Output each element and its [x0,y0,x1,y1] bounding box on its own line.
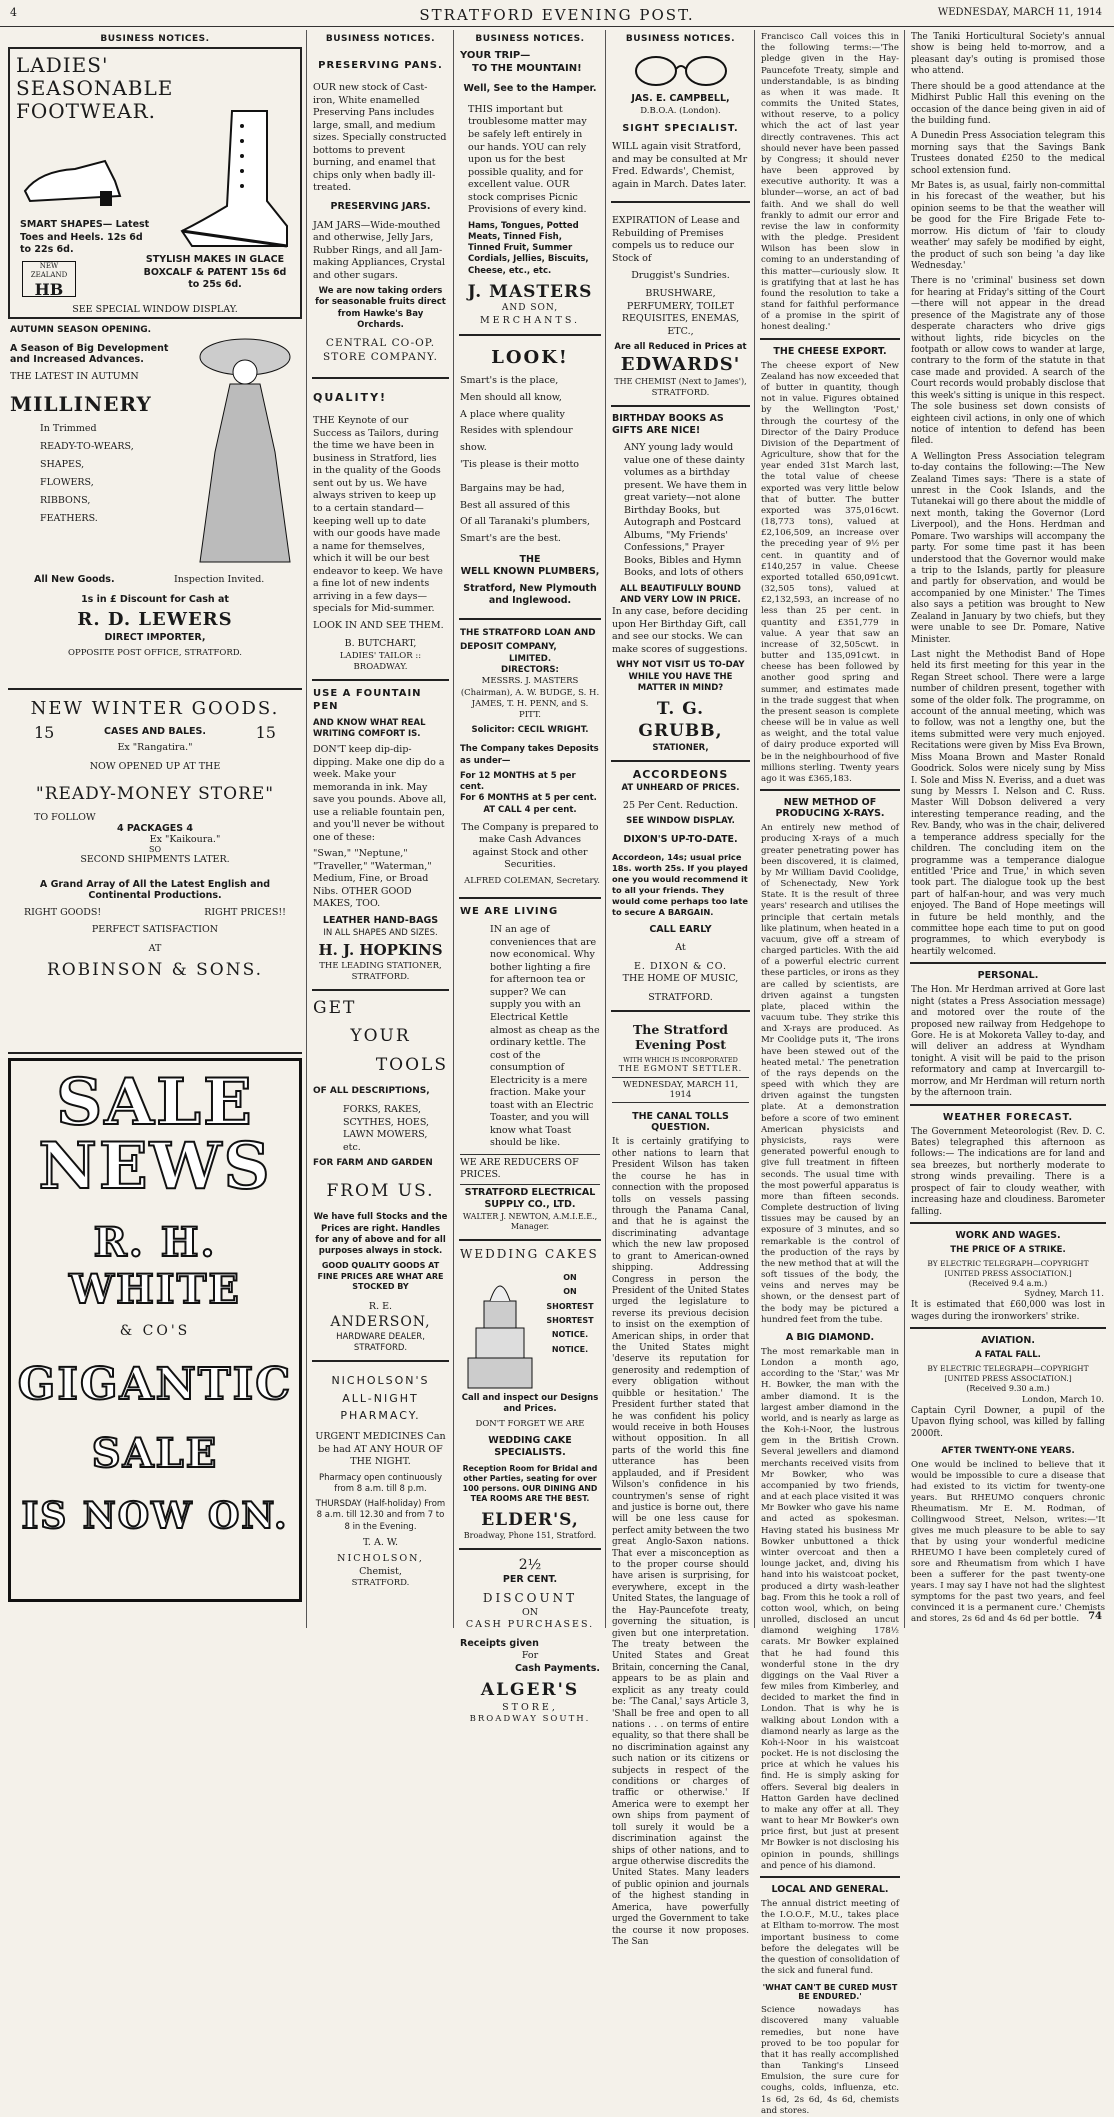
trip-name: J. MASTERS [467,281,593,302]
winter-perfect: PERFECT SATISFACTION [91,924,219,935]
lease-red: Are all Reduced in Prices at [614,342,747,353]
millinery-inv: Inspection Invited. [174,574,265,585]
winter-name: ROBINSON & SONS. [46,960,264,980]
divider [611,405,750,407]
cake-forget: DON'T FORGET WE ARE [475,1419,585,1430]
acc-body: Accordeon, 14s; usual price 18s. worth 25s. If you played one you would recommend it to all your friends. They would come perhaps too late to secure A BARGAIN. [612,852,748,917]
aviation-place: London, March 10. [1022,1394,1104,1405]
divider [459,334,601,336]
lease-drug: Druggist's Sundries. [631,269,730,281]
aviation-upa: [UNITED PRESS ASSOCIATION.] [944,1374,1072,1384]
millinery-line1: A Season of Big Development and Increased Advances. [10,343,169,365]
loan-sol: Solicitor: CECIL WRIGHT. [471,725,589,736]
trip-body: THIS important but troublesome matter may be safely left entirely in our hands. YOU can rely upon us for the best possible quality, and for excellent value. OUR stock comprises Picnic Provisions of every kind. [468,103,587,216]
acc-win: SEE WINDOW DISPLAY. [626,816,735,827]
pharm-title: NICHOLSON'S ALL-NIGHT PHARMACY. [331,1374,430,1423]
column-5 [756,30,905,2116]
cake-n2: NOTICE. [551,1344,589,1354]
cake-ad [455,1245,605,1544]
work-title: WORK AND WAGES. [955,1229,1061,1241]
loan-names: MESSRS. J. MASTERS (Chairman), A. W. BUDGE, S. H. JAMES, T. H. PENN, and S. PITT. [460,676,600,720]
xray-body: An entirely new method of producing X-rays of a much greater penetrating power has been discovered, it is claimed, by Mr William David Coolidge, of Schenectady, New York State. It is the result of three years' research and utilises the principle that certain metals like platinum, when heated in a vacuum, give off a stream of charged particles. With the aid of a powerful electric current these particles, or irons as they are called by scientists, are driven against a tungsten plate, placed within the vacuum tube. They strike this and X-rays are produced. As Mr Coolidge puts it, 'The irons have been stewed out of the heated metal.' The penetration of the rays depends on the speed with which they are driven against the tungsten plate. At a demonstration before a score of two eminent American physicists and physicists, rays were generated powerful enough to give full treatment in fifteen seconds. The usual time with the most powerful apparatus is more than fifteen seconds. Complete destruction of living tissues may be caused by an exposure of 3 minutes, and so remarkable is the control of the production of the rays by the new method that at will the soft tissues of the body, the veins and nerves may be shown, or the densest part of the body may be pictured a hundred feet from the tube. [761,823,899,1325]
divider [910,1222,1106,1224]
quality-trade: LADIES' TAILOR :: BROADWAY. [339,650,422,673]
pharm-init: T. A. W. [362,1536,398,1548]
cheese-title: THE CHEESE EXPORT. [773,345,887,357]
pharm-urgent: URGENT MEDICINES Can be had AT ANY HOUR OF THE NIGHT. [315,1431,446,1468]
cake-sh1: SHORTEST [546,1301,594,1311]
books-name: T. G. GRUBB, [638,699,723,742]
column-4 [607,30,755,1947]
poem-line: Smart's is the place, [460,375,559,387]
divider [312,377,449,379]
living-ad [455,903,605,1235]
millinery-imp: DIRECT IMPORTER, [104,632,206,643]
list-item: FLOWERS, [40,477,94,489]
sale-word-2: NEWS [38,1129,272,1204]
pen-ad [308,685,453,985]
pharm-name: NICHOLSON, [337,1553,424,1565]
pharmacy-ad [308,1366,453,1591]
column-2 [308,30,454,1628]
discount-ad [455,1554,605,1728]
millinery-word: MILLINERY [10,392,152,416]
news-p3: A Dunedin Press Association telegram this morning says that the Savings Bank Trustees donated £250 to the medical school extension fund. [911,131,1105,176]
winter-so: SO [148,845,162,854]
pen-brands: "Swan," "Neptune," "Traveller," "Waterman," Medium, Fine, or Broad Nibs. OTHER GOOD MAKES, TOO. [313,848,432,910]
lease-chem: THE CHEMIST (Next to James'), [614,377,747,387]
diamond-body: The most remarkable man in London a month ago, according to the 'Star,' was Mr H. Bowker, the man with the amber diamond. It is the largest amber diamond in the world, and is nearly as large as the Koh-i-Noor, the lustrous gem in the British Crown. Several jewellers and diamond merchants received visits from Mr Bowker, who was accompanied by two friends, and at each place visited it was Mr Bowker who gave his name and acted as spokesman. Having stated his business Mr Bowker unbuttoned a thick winter overcoat and then a lounge jacket, and, diving his hand into his waistcoat pocket, produced a dirty wash-leather bag. From this he took a roll of cotton wool, which, on being unrolled, disclosed an uncut diamond weighing 178½ carats. Mr Bowker explained that he had found this wonderful stone in the dry diggings on the Vaal River a few miles from Kimberley, and decided to market the find in London. That is why he is walking about London with a diamond nearly as large as the Koh-i-Noor in his waistcoat pocket. He is not disclosing the price at which he values his find. He is simply asking for offers. Several big dealers in Hatton Garden have declined to make any offer at all. They want to hear Mr Bowker's own price first, but just at present Mr Bowker is not disclosing his opinion in pounds, shillings and pence of his diamond. [761,1346,899,1871]
living-body: IN an age of conveniences that are now economical. Why bother lighting a fire for afternoon tea or supper? We can supply you with an Electrical Kettle almost as cheap as the ordinary kettle. The cost of the consumption of Electricity is a mere fraction. Make your toast with an Electric Toaster, and you will know what Toast should be like. [490,924,600,1149]
winter-store: "READY-MONEY STORE" [35,784,275,804]
pans-title: PRESERVING PANS. [318,60,443,71]
books-body: ANY young lady would value one of these dainty volumes as a birthday present. We have them in great variety—not alone Birthday Books, but Autograph and Postcard Albums, "My Friends' Confessions," Prayer Books, Bibles and Hymn Books, and lots of others [624,441,747,579]
acc-at: At [675,942,686,954]
millinery-ad [4,322,306,718]
acc-title: ACCORDEONS [632,768,729,782]
winter-ex2: Ex "Kaikoura." [149,834,221,845]
pen-sub: AND KNOW WHAT REAL WRITING COMFORT IS. [313,717,426,739]
pans-store: CENTRAL CO-OP. STORE COMPANY. [323,337,438,363]
books-sta: STATIONER, [652,742,709,753]
sale-word-7: IS NOW ON. [21,1495,289,1537]
winter-ad [4,698,306,1048]
divider [459,897,601,899]
trip-and: AND SON, [501,303,559,314]
divider [312,679,449,681]
masthead [0,0,1114,27]
paper-title: The Stratford Evening Post [633,1022,728,1053]
cure-title: 'WHAT CAN'T BE CURED MUST BE ENDURED.' [762,1983,898,2002]
lease-town: STRATFORD. [651,387,710,398]
footwear-stylish: STYLISH MAKES IN GLACE BOXCALF & PATENT 15s 6d to 25s 6d. [143,254,287,291]
news-top: The Taniki Horticultural Society's annual show is being held to-morrow, and a pleasant day's outing is promised those who attend. [911,32,1105,77]
winter-cases-row [4,723,306,742]
cake-title: WEDDING CAKES [460,1247,599,1262]
weather-body: The Government Meteorologist (Rev. D. C. Bates) telegraphed this afternoon as follows:— The indications are for land and sea breezes, but northerly moderate to strong winds prevailing. There is a prospect of fair to cloudy weather, with increasing haze and cloudiness. Barometer falling. [911,1126,1105,1217]
poem-line: 'Tis please is their motto [460,458,579,470]
sight-deg: D.B.O.A. (London). [640,105,721,116]
smart-addr: Stratford, New Plymouth and Inglewood. [463,582,597,607]
footwear-window: SEE SPECIAL WINDOW DISPLAY. [72,304,238,315]
disc-cash: CASH PURCHASES. [465,1619,595,1631]
quality-look: LOOK IN AND SEE THEM. [313,619,444,631]
divider [760,338,900,340]
divider [611,760,750,762]
disc-for: For [521,1650,539,1662]
tools-init: R. E. [368,1300,393,1312]
local-body: The annual district meeting of the I.O.O.F., M.U., takes place at Eltham to-morrow. The most important business to come before the delegates will be the question of consolidation of the sick and funeral fund. [761,1898,899,1977]
trip-t1: YOUR TRIP— [460,50,531,61]
quality-title: QUALITY! [313,390,388,404]
news-p5: There is no 'criminal' business set down for hearing at Friday's sitting of the Court—there will not appear in the dread presence of the Magistrate any of those desperate characters who drive gigs without lights, ride bicycles on the footpath or allow cows to wander at large, contrary to the form of the statute in that case made and provided. A search of the Court records would probably disclose that this week's sitting is unique in this respect. The sole business set down consists of eighteen civil actions, in only one of which notice of intention to defend has been filed. [911,276,1105,447]
cake-spec: WEDDING CAKE SPECIALISTS. [488,1434,572,1459]
work-by: BY ELECTRIC TELEGRAPH—COPYRIGHT [927,1258,1089,1268]
winter-at: AT [148,943,162,954]
column-6 [906,30,1110,1628]
work-sub: THE PRICE OF A STRIKE. [950,1244,1066,1255]
acc-red: 25 Per Cent. Reduction. [622,799,739,811]
sight-ad [607,47,754,197]
trip-merch: MERCHANTS. [479,315,581,327]
acc-home: THE HOME OF MUSIC, [622,973,739,985]
winter-right1: RIGHT GOODS! [24,907,102,918]
sale-word-5: GIGANTIC [17,1359,293,1410]
aviation-by: BY ELECTRIC TELEGRAPH—COPYRIGHT [927,1364,1089,1374]
work-upa: [UNITED PRESS ASSOCIATION.] [944,1268,1072,1278]
lease-body: EXPIRATION of Lease and Rebuilding of Premises compels us to reduce our Stock of [612,215,740,264]
work-body: It is estimated that £60,000 was lost in wages during the ironworkers' strike. [911,1300,1105,1322]
aviation-title: AVIATION. [981,1335,1035,1347]
tools-get: GET [313,997,357,1018]
loan-adv: The Company is prepared to make Cash Advances against Stock and other Securities. [461,821,599,871]
winter-n2: 15 [255,723,276,742]
pen-bags2: IN ALL SHAPES AND SIZES. [323,927,438,938]
millinery-line2: THE LATEST IN AUTUMN [10,371,139,382]
divider [459,618,601,620]
newspaper-title: STRATFORD EVENING POST. [419,6,695,24]
cake-on1: ON [563,1272,577,1282]
winter-ex1: Ex "Rangatira." [117,742,193,753]
cake-name: ELDER'S, [481,1509,579,1530]
poem-line: Men should all know, [460,392,562,403]
winter-opened: NOW OPENED UP AT THE [89,761,221,772]
winter-title: NEW WINTER GOODS. [30,698,280,719]
personal-body: The Hon. Mr Herdman arrived at Gore last night (states a Press Association message) and motored over the route of the proposed new railway from Hedgehope to Gore. He is at Mokoreta Valley to-day, and will deliver an address at Wyndham tonight. A visit will be paid to the prison reformatory and camp at Invercargill to-morrow, and Mr Herdman will return north by the afternoon train. [911,985,1105,1099]
disc-pay: Cash Payments. [514,1662,600,1674]
page-marker: 4 [10,6,17,19]
disc-name: ALGER'S [480,1680,580,1701]
column-header: BUSINESS NOTICES. [475,34,585,44]
personal-title: PERSONAL. [977,970,1039,982]
aviation-sub: A FATAL FALL. [975,1350,1041,1361]
shoe-illustration [20,151,130,211]
cake-n1: NOTICE. [551,1330,589,1340]
canal-title: THE CANAL TOLLS QUESTION. [632,1111,729,1134]
jars-title: PRESERVING JARS. [330,200,431,212]
loan-ad [455,624,605,893]
smart-the: THE [519,553,541,565]
sale-word-6: SALE [91,1430,219,1477]
tools-from: FROM US. [326,1180,435,1201]
loan-r3: AT CALL 4 per cent. [483,804,577,815]
pen-sta: THE LEADING STATIONER, [319,960,442,971]
column-1 [4,30,307,1628]
winter-right-row [4,907,306,918]
edwards-ad [607,207,754,401]
trip-items: Hams, Tongues, Potted Meats, Tinned Fish, Tinned Fruit, Summer Cordials, Jellies, Biscuits, Cheese, etc., etc. [468,220,589,276]
loan-dir: DIRECTORS: [501,665,559,676]
pharm-thurs: THURSDAY (Half-holiday) From 8 a.m. till 12.30 and from 7 to 8 in the Evening. [315,1499,446,1532]
acc-dixon: DIXON'S UP-TO-DATE. [623,833,738,845]
loan-title: THE STRATFORD LOAN AND DEPOSIT COMPANY, [460,627,596,652]
quality-body: THE Keynote of our Success as Tailors, during the time we have been in business in Stratford, lies in the quality of the Goods sent out by us. We have always striven to keep up to a certain standard—keeping well up to date with our goods have made a name for themselves, which it will be our best endeavor to keep. We have a fine lot of new indents arriving in a few days—specials for Mid-summer. [313,415,443,615]
column-3 [455,30,606,1725]
smart-title: LOOK! [491,346,569,368]
jars-body: JAM JARS—Wide-mouthed and otherwise, Jelly Jars, Rubber Rings, and all Jam-making Appliances, Crystal and other sugars. [313,219,445,281]
disc-rec: Receipts given [460,1637,539,1649]
winter-right2: RIGHT PRICES!! [204,907,286,918]
divider [760,789,900,791]
lease-items: BRUSHWARE, PERFUMERY, TOILET REQUISITES, ENEMAS, ETC., [621,288,740,337]
list-item: In Trimmed [40,423,97,434]
list-item: FEATHERS. [40,513,98,525]
loan-sec: ALFRED COLEMAN, Secretary. [464,875,600,886]
books-why: WHY NOT VISIT US TO-DAY WHILE YOU HAVE THE MATTER IN MIND? [616,660,745,693]
after-title: AFTER TWENTY-ONE YEARS. [941,1446,1075,1457]
divider [8,1052,302,1054]
tools-your: YOUR [350,1026,411,1047]
winter-cases: CASES AND BALES. [104,726,206,737]
lease-name: EDWARDS' [620,354,741,376]
tools-ad [308,995,453,1356]
tools-tools: TOOLS [375,1054,448,1075]
loan-dep: The Company takes Deposits as under— [460,744,599,766]
poem-line: A place where quality [460,408,565,420]
aviation-body: Captain Cyril Downer, a pupil of the Upavon flying school, was killed by falling 2000ft. [911,1405,1105,1439]
divider [611,201,750,203]
loan-r1: For 12 MONTHS at 5 per cent. [460,770,576,793]
work-place: Sydney, March 11. [1024,1289,1104,1300]
list-item: READY-TO-WEARS, [40,441,134,453]
divider [910,1327,1106,1329]
millinery-title: AUTUMN SEASON OPENING. [10,325,152,335]
wedding-cake-illustration [460,1263,540,1393]
divider [459,1239,601,1241]
pharm-town: STRATFORD. [351,1578,410,1589]
cake-addr: Broadway, Phone 151, Stratford. [463,1531,597,1541]
acc-un: AT UNHEARD OF PRICES. [621,782,740,793]
page-number: 74 [1088,1611,1102,1622]
disc-store: STORE, [502,1701,558,1713]
cake-rec: Reception Room for Bridal and other Parties, seating for over 100 persons. OUR DINING AND TEA ROOMS ARE THE BEST. [462,1463,598,1504]
news-p6: A Wellington Press Association telegram to-day contains the following:—The New Zealand Times says: 'There is a state of unrest in the Cook Islands, and the Tutanekai will go there about the middle of next month, taking the Governor (Lord Liverpool), and the Hons. Herdman and Pomare. Two warships will accompany the party. For some time past it has been understood that the Governor would make a trip to the Islands, partly for pleasure and partly for observation, and would be accompanied by one Minister.' The Times also says a petition was brought to New Zealand in January by two chiefs, but they were unable to see Dr. Pomare, Native Minister. [911,451,1105,645]
accordeon-ad [607,766,754,1006]
tools-stocks: We have full Stocks and the Prices are right. Handles for any of above and for all purposes always in stock. [313,1212,448,1256]
pen-title: USE A FOUNTAIN PEN [313,688,422,713]
poem-line: Smart's are the best. [460,533,561,544]
millinery-new: All New Goods. [34,574,115,585]
weather-title: WEATHER FORECAST. [942,1111,1074,1123]
footwear-title: LADIES' SEASONABLE FOOTWEAR. [16,53,174,123]
news-p2: There should be a good attendance at the Midhirst Public Hall this evening on the occasion of the dance being given in aid of the building fund. [911,81,1105,126]
poem-line: Of all Taranaki's plumbers, [460,516,591,528]
poem-line: Resides with splendour show. [460,425,573,453]
books-title: BIRTHDAY BOOKS AS GIFTS ARE NICE! [612,412,724,437]
spectacles-illustration [626,51,736,91]
paper-with: WITH WHICH IS INCORPORATED [623,1056,738,1065]
quality-name: B. BUTCHART, [344,638,417,650]
loan-r2: For 6 MONTHS at 5 per cent. [460,793,597,804]
canal-continued: Francisco Call voices this in the following terms:—'The pledge given in the Hay-Pauncefote Treaty, simple and understandable, is as binding as when it was made. It commits the United States, without reserve, to a policy which the act of last year directly contravenes. This act should never have been passed by Congress; it should never have been approved by executive authority. It was a blunder—worse, an act of bad faith. And we shall do well frankly to admit our error and revise the law in conformity with the pledge. President Wilson has been slow in coming to an understanding of this matter—curiously slow. It is gratifying that at last he has found the resolution to take a stand for faithful performance of a promise in the spirit of honest dealing.' [761,32,899,333]
divider [459,1548,601,1550]
winter-follow: TO FOLLOW [34,812,96,823]
column-header: BUSINESS NOTICES. [325,34,436,44]
paper-eg: THE EGMONT SETTLER. [618,1064,743,1074]
list-item: SHAPES, [40,459,85,471]
pharm-open: Pharmacy open continuously from 8 a.m. till 8 p.m. [318,1472,442,1494]
diamond-title: A BIG DIAMOND. [785,1331,875,1343]
pen-bags: LEATHER HAND-BAGS [322,914,439,926]
cheese-body: The cheese export of New Zealand has now exceeded that of butter in quantity, though not in value. Figures obtained by the Wellington 'Post,' through the courtesy of the Director of the Dairy Produce Division of the Department of Agriculture, show that for the year ended 31st March last, the total value of cheese exported was very little below that of butter. The butter exported was 375,016cwt. (18,773 tons), valued at £2,106,509, an increase over the preceding year of 9½ per cent. in quantity and of £140,257 in value. Cheese exported totalled 650,091cwt. (32,505 tons), valued at £2,132,593, an increase of no less than 25 per cent. in quantity and £351,779 in value. A year that saw an increase of 32,505cwt. in butter and 135,091cwt. in cheese has been followed by another good spring and summer, and estimates made in the trade suggest that when the present season is complete cheese will be in value as well as weight, and the total value of dairy produce exported will be in the neighbourhood of five millions sterling. Twenty years ago it was £365,183. [761,360,899,784]
sale-word-3: R. H. WHITE [69,1219,241,1313]
sight-spec: SIGHT SPECIALIST. [622,122,739,134]
work-rec: (Received 9.4 a.m.) [968,1278,1048,1288]
tools-town: STRATFORD. [353,1343,408,1354]
sight-body: WILL again visit Stratford, and may be consulted at Mr Fred. Edwards', Chemist, again in March. Dates later. [612,141,748,190]
boot-illustration [172,106,292,256]
xray-title: NEW METHOD OF PRODUCING X-RAYS. [775,797,885,820]
winter-pk: 4 PACKAGES 4 [116,823,194,834]
poem-line [460,473,600,481]
cake-call: Call and inspect our Designs and Prices. [461,1392,599,1415]
trip-ad [455,47,605,330]
sale-ad [8,1058,302,1602]
issue-date: WEDNESDAY, MARCH 11, 1914 [937,7,1102,18]
millinery-name: R. D. LEWERS [77,609,233,630]
footwear-smart: SMART SHAPES— Latest Toes and Heels. 12s 6d to 22s 6d. [20,219,150,256]
trip-well: Well, See to the Hamper. [463,83,597,95]
disc-per: PER CENT. [502,1574,558,1586]
smart-ad [455,340,605,614]
news-p7: Last night the Methodist Band of Hope held its first meeting for this year in the Regan Street school. There were a large number of children present, together with some of the older folk. The programme, on account of the annual meeting, which was to follow, was not a lengthy one, but the items submitted were very much enjoyed. Recitations were given by Miss Eva Brown, Miss Moana Brown and Master Ronald Goodrick. Solos were nicely sung by Miss I. Sole and Miss N. Everiss, and a duet was sung by Messrs I. Nelson and C. Russ. Master Will Dobson delivered a very interesting temperance reading, and the Rev. Bandy, who was in the chair, delivered a temperance address specially for the children. The concluding item on the programme was a temperance dialogue entitled 'Price and True,' in which seven took part. The dialogue took up the best part of half-an-hour, and was very much enjoyed. The Band of Hope meetings will in future be held monthly, and the committee hope each time to put on good programmes, to which everybody is heartily welcomed. [911,649,1105,957]
pharm-chem: Chemist, [359,1565,402,1577]
tools-of: OF ALL DESCRIPTIONS, [313,1086,430,1097]
acc-town: STRATFORD. [648,991,713,1003]
poem-line: Bargains may be had, [460,483,565,495]
books-ad [607,411,754,756]
cake-sh2: SHORTEST [546,1316,594,1326]
living-title: WE ARE LIVING [460,906,559,918]
tools-name: ANDERSON, [330,1314,431,1331]
living-red: WE ARE REDUCERS OF PRICES. [460,1154,600,1182]
living-mgr: WALTER J. NEWTON, A.M.I.E.E., Manager. [462,1211,598,1232]
footwear-ad [8,47,302,319]
disc-pct: 2½ [518,1556,542,1573]
loan-ltd: LIMITED. [508,653,552,664]
divider [760,1876,900,1878]
pen-name: H. J. HOPKINS [318,940,443,959]
tools-list: FORKS, RAKES, SCYTHES, HOES, LAWN MOWERS, etc. [343,1104,430,1153]
local-title: LOCAL AND GENERAL. [771,1883,889,1895]
smart-wk: WELL KNOWN PLUMBERS, [460,566,600,578]
list-item: RIBBONS, [40,495,91,507]
acc-name: E. DIXON & CO. [633,960,728,972]
nz-brand-logo: NEW ZEALAND HB [22,261,76,297]
tools-hd: HARDWARE DEALER, [336,1331,425,1342]
pans-ad [308,47,453,373]
pans-body: OUR new stock of Cast-iron, White enamelled Preserving Pans includes large, small, and medium sizes. Specially constructed bottoms to prevent burning, and enamel that chips only when badly ill-treated. [313,82,447,194]
tools-good: GOOD QUALITY GOODS AT FINE PRICES ARE WHAT ARE STOCKED BY [317,1261,444,1292]
acc-call: CALL EARLY [649,923,712,935]
editorial-masthead [607,1016,754,1105]
aviation-rec: (Received 9.30 a.m.) [966,1384,1050,1394]
pans-orders: We are now taking orders for seasonable fruits direct from Hawke's Bay Orchards. [315,286,446,330]
winter-n1: 15 [34,723,55,742]
after-body: One would be inclined to believe that it would be impossible to cure a disease that had existed to its victim for twenty-one years. But RHEUMO conquers chronic Rheumatism. Mr E. M. Rodman, of Collingwood Street, Nelson, writes:—'It gives me much pleasure to be able to say that by using your wonderful medicine RHEUMO I have been completely cured of sore and Rheumatism from which I have been a sufferer for the past twenty-one years. I may say I have not had the slightest symptoms for the past two years, and feel convinced it is a permanent cure.' Chemists and stores, 2s 6d and 4s 6d per bottle. [911,1460,1105,1625]
divider [312,989,449,991]
sale-word-1: SALE [56,1065,254,1140]
paper-date: WEDNESDAY, MARCH 11, 1914 [612,1077,749,1103]
sight-name: JAS. E. CAMPBELL, [631,93,730,104]
disc-addr: BROADWAY SOUTH. [469,1714,591,1725]
winter-grand: A Grand Array of All the Latest English and Continental Productions. [39,879,271,901]
winter-second: SECOND SHIPMENTS LATER. [80,854,230,865]
cake-notice [540,1263,600,1393]
news-p4: Mr Bates is, as usual, fairly non-committal in his forecast of the weather, but his opinion seems to be that the weather will be good for the Fire Brigade Fete to-morrow. His dictum of 'fair to cloudy weather' may safely be modified by eight, the product of such son being 'a day like Wednesday.' [911,181,1105,272]
divider [910,1104,1106,1106]
quality-ad [308,383,453,676]
canal-body: It is certainly gratifying to other nations to learn that President Wilson has taken the course he has in connection with the proposed tolls on vessels passing through the Panama Canal, and that he is against the discriminating advantage which the new law proposed to grant to American-owned shipping. Addressing Congress in person the President of the United States urged the legislature to reverse its previous decision to insist on the exemption of American ships, in order that the United States might 'deserve its reputation for generosity and redemption of every obligation without quibble or hesitation.' The President further stated that he was confident his policy would receive in both Houses without opposition. In all parts of the world this fine utterance has been applauded, and if President Wilson's confidence in his countrymen's sense of right and justice is borne out, there will be one less cause for perfect amity between the two great Anglo-Saxon nations. That ever a misconception as to the proper course should have arisen is surprising, for everywhere, except in the United States, the language of the Hay-Pauncefote treaty, governing the situation, is given but one interpretation. The treaty between the United States and Great Britain, concerning the Canal, appears to be as plain and explicit as any treaty could be: 'The Canal,' says Article 3, 'Shall be free and open to all nations . . . on terms of entire equality, so that there shall be no discrimination against any such nation or its citizens or subjects in respect of the conditions or charges of traffic or otherwise.' If America were to exempt her own ships from payment of toll surely it would be a discrimination against the ships of other nations, and to argue otherwise discredits the United States. Many leaders of public opinion and journals of the highest standing in America, have powerfully urged the Government to take the course it now proposes. The San [612,1137,749,1947]
poem-line: Best all assured of this [460,499,570,511]
books-all: ALL BEAUTIFULLY BOUND AND VERY LOW IN PRICE. [620,583,741,606]
millinery-disc: 1s in £ Discount for Cash at [81,594,229,605]
lady-illustration [180,322,300,572]
cure-body: Science nowadays has discovered many valuable remedies, but none have proved to be too popular for that it has really accomplished than Tanking's Linseed Emulsion, the sure cure for coughs, colds, influenza, etc. 1s 6d, 2s 6d, 4s 6d, chemists and stores. [761,2005,899,2116]
column-header: BUSINESS NOTICES. [100,34,210,44]
cake-on2: ON [563,1287,577,1297]
pen-body: DON'T keep dip-dip-dipping. Make one dip do a week. Make your memoranda in ink. May save you pounds. Above all, use a reliable fountain pen, and you'll never be without one of these: [313,744,447,843]
tools-farm: FOR FARM AND GARDEN [313,1158,433,1169]
divider [312,1360,449,1362]
living-co: STRATFORD ELECTRICAL SUPPLY CO., LTD. [460,1184,600,1212]
pen-town: STRATFORD. [351,971,410,982]
smart-poem [460,373,600,547]
disc-on: ON [521,1606,539,1618]
divider [910,962,1106,964]
millinery-addr: OPPOSITE POST OFFICE, STRATFORD. [68,648,242,658]
column-header: BUSINESS NOTICES. [625,34,736,44]
books-any: In any case, before deciding upon Her Birthday Gift, call and see our stocks. We can make scores of suggestions. [612,606,749,655]
divider [611,1010,750,1012]
sale-word-4: & CO'S [119,1323,191,1339]
disc-d: DISCOUNT [482,1590,578,1605]
trip-t2: TO THE MOUNTAIN! [472,63,582,75]
